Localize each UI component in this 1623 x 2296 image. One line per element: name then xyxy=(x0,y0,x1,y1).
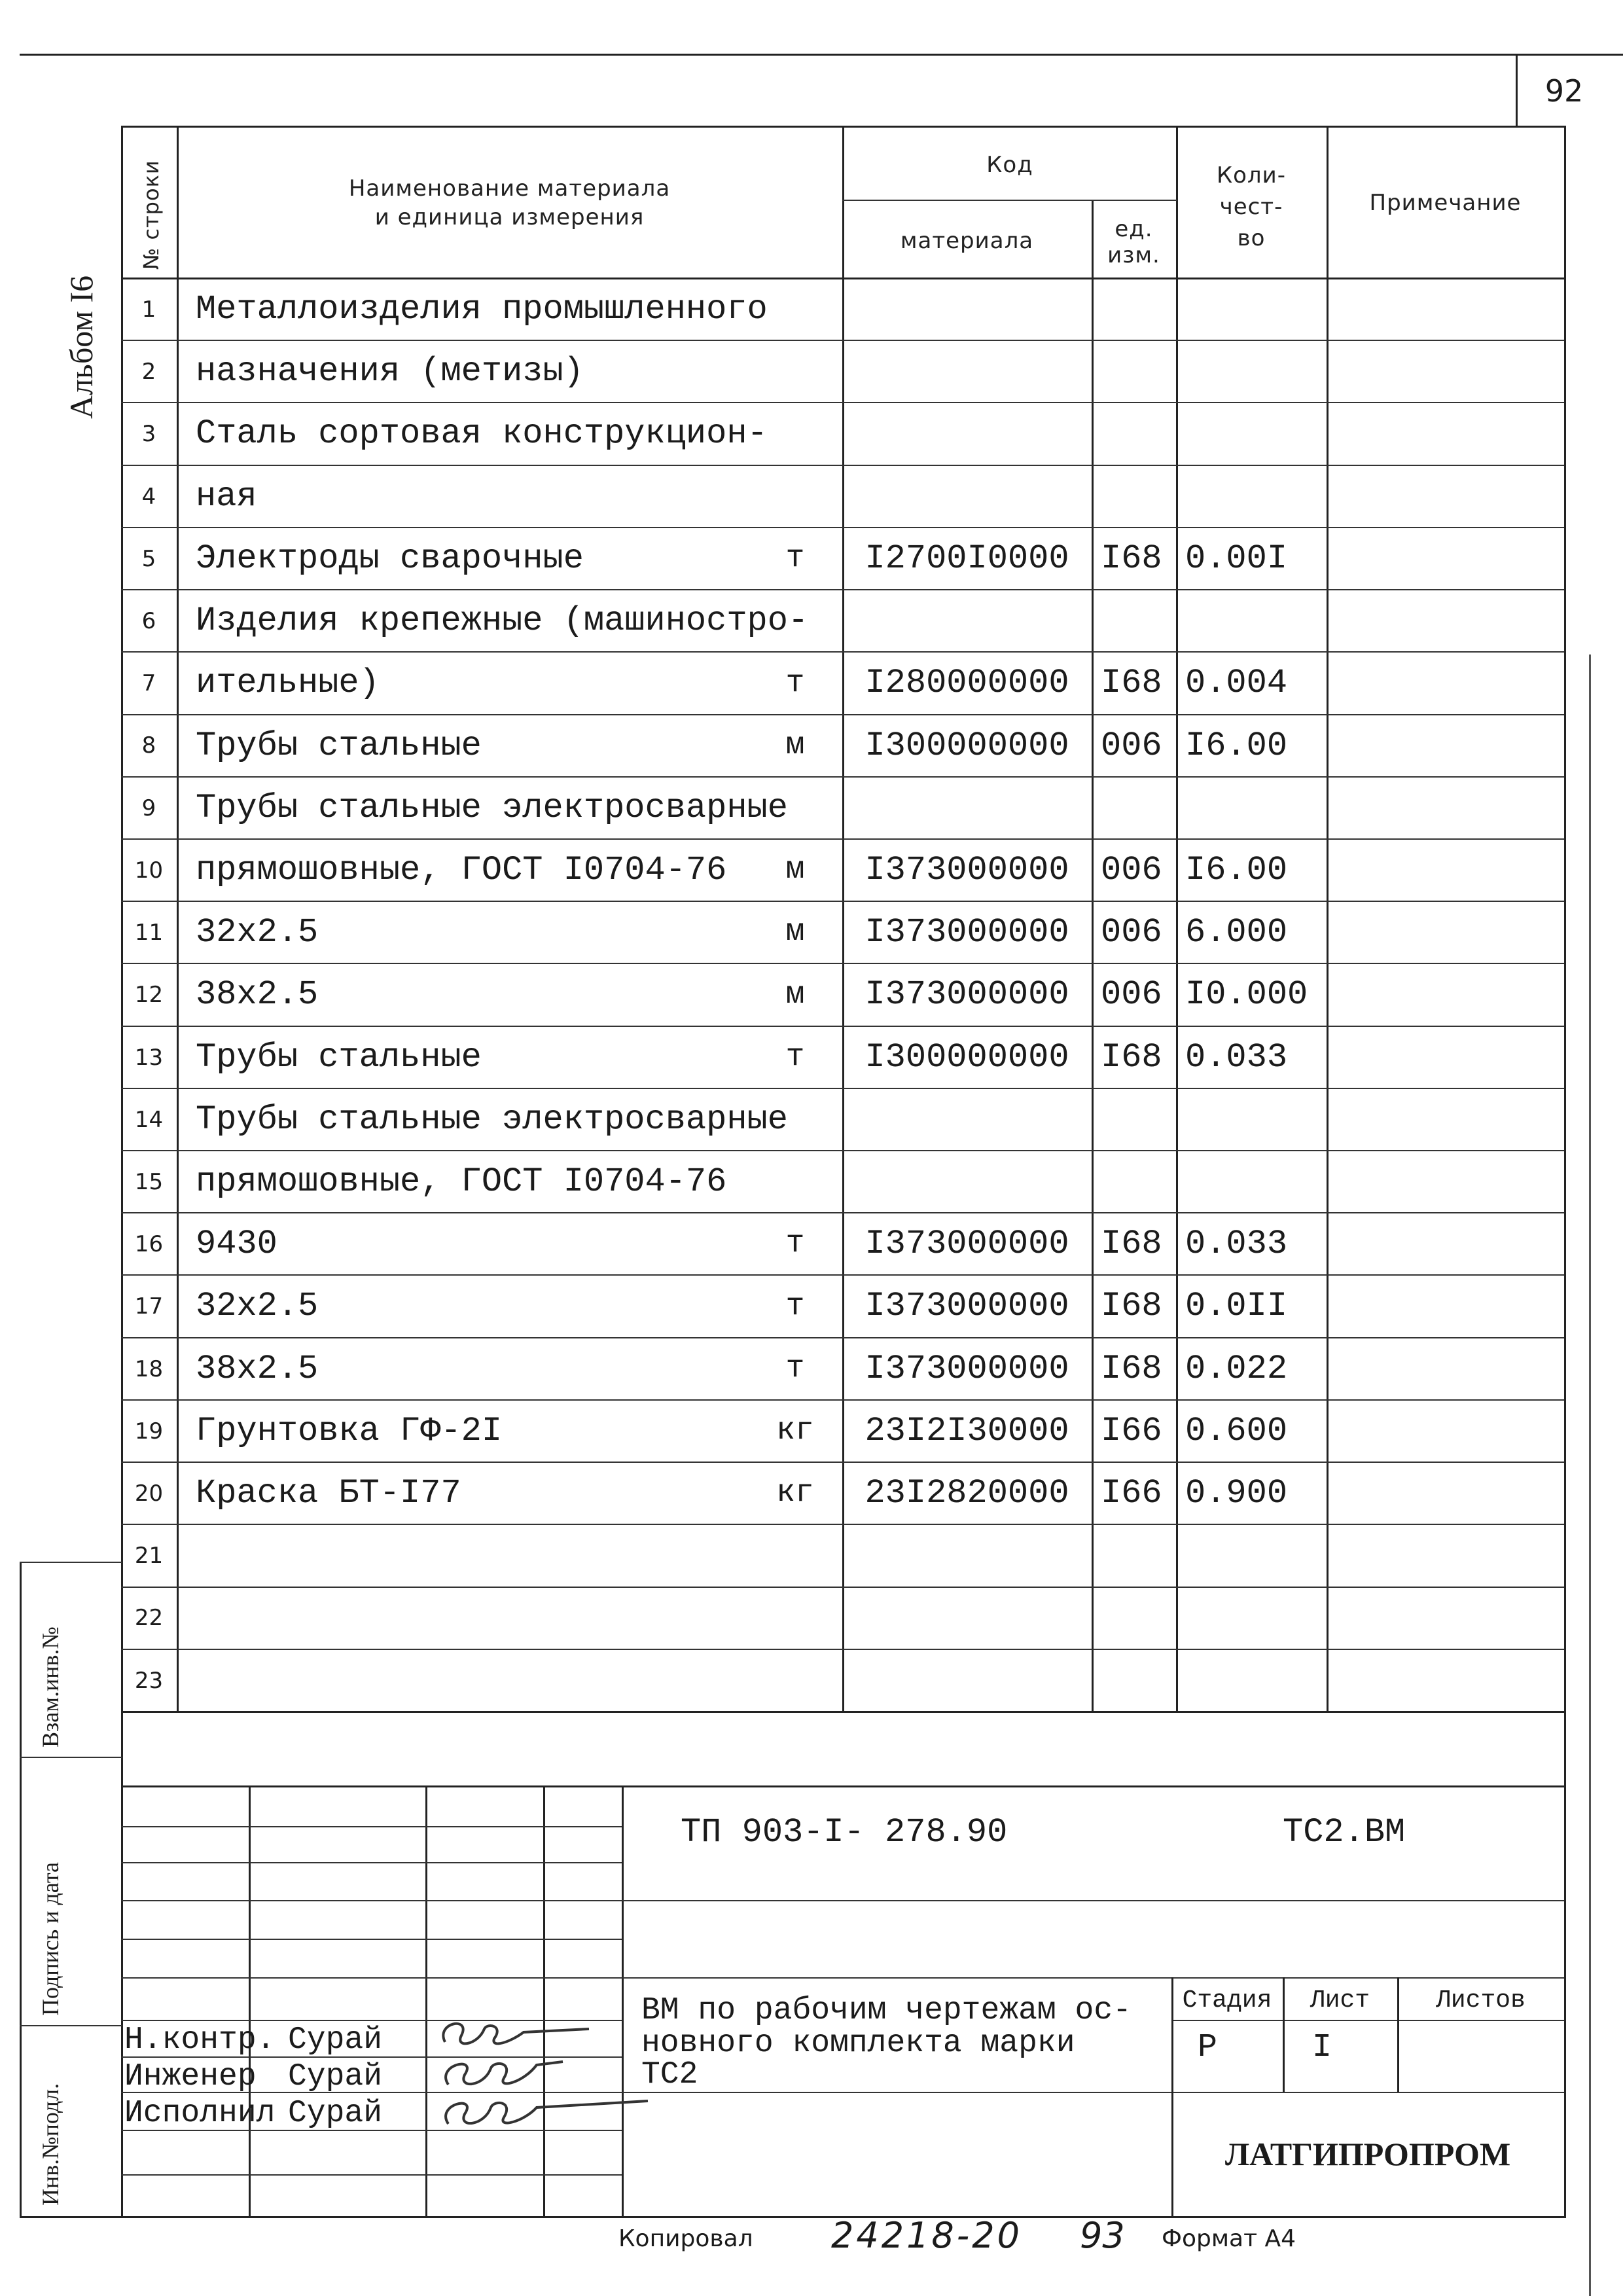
staff-row3 xyxy=(121,1900,622,1901)
table-row xyxy=(121,1524,1564,1586)
row-divider xyxy=(121,1649,1564,1650)
table-row xyxy=(121,1587,1564,1649)
quantity: I6.00 xyxy=(1185,850,1288,889)
album-label: Альбом I6 xyxy=(63,275,99,419)
title-div-4 xyxy=(622,2092,1564,2093)
material-code: I300000000 xyxy=(865,726,1069,765)
material-name: 9430 xyxy=(196,1225,277,1264)
material-name: 32x2.5 xyxy=(196,913,319,952)
quantity: 0.033 xyxy=(1185,1225,1288,1264)
row-number: 3 xyxy=(141,421,156,448)
table-row xyxy=(121,1462,1564,1524)
page-number: 92 xyxy=(1544,73,1584,109)
staff-col2 xyxy=(425,1785,427,2216)
code-material-header: материала xyxy=(900,228,1034,254)
staff-col1 xyxy=(249,1785,251,2216)
row-number: 6 xyxy=(141,607,156,634)
material-name: Сталь сортовая конструкцион- xyxy=(196,414,768,454)
row-divider xyxy=(121,465,1564,466)
material-name: прямошовные, ГОСТ I0704-76 xyxy=(196,850,727,889)
material-name: Изделия крепежные (машиностро- xyxy=(196,601,809,641)
row-divider xyxy=(121,1274,1564,1276)
material-code: I373000000 xyxy=(865,975,1069,1014)
organization: ЛАТГИПРОПРОМ xyxy=(1224,2136,1511,2172)
unit-of-measure: т xyxy=(785,541,805,577)
footer-page: 93 xyxy=(1080,2215,1125,2256)
row-divider xyxy=(121,1587,1564,1588)
material-name: Трубы стальные электросварные xyxy=(196,788,788,827)
row-divider xyxy=(121,402,1564,403)
table-row xyxy=(121,589,1564,651)
row-number: 15 xyxy=(134,1168,164,1195)
row-number: 9 xyxy=(141,795,156,821)
signature-3 xyxy=(432,2088,654,2147)
quantity: 0.022 xyxy=(1185,1349,1288,1388)
row-number: 10 xyxy=(134,857,164,884)
document-mark: ТС2.ВМ xyxy=(1283,1813,1406,1852)
doc-title-line2: новного комплекта марки xyxy=(641,2026,1075,2061)
table-row xyxy=(121,1274,1564,1336)
unit-of-measure: т xyxy=(785,665,805,701)
row-divider xyxy=(121,714,1564,715)
side-strip-div2 xyxy=(20,2025,122,2026)
side-label-inv: Инв.№подл. xyxy=(37,2083,63,2206)
side-strip-top xyxy=(20,1562,122,1563)
right-edge-line xyxy=(1589,655,1591,2296)
material-name: Грунтовка ГФ-2I xyxy=(196,1411,503,1450)
table-row xyxy=(121,651,1564,713)
staff-role: Инженер xyxy=(124,2059,257,2094)
sheets-label: Листов xyxy=(1436,1986,1525,2015)
table-bottom xyxy=(121,1711,1566,1713)
row-divider xyxy=(121,1150,1564,1151)
row-divider xyxy=(121,340,1564,341)
table-row xyxy=(121,963,1564,1025)
table-row xyxy=(121,776,1564,838)
row-number: 19 xyxy=(134,1418,164,1444)
code-unit-header-line2: изм. xyxy=(1107,242,1160,268)
staff-name: Сурай xyxy=(288,2022,383,2058)
footer-number: 24218-20 xyxy=(831,2215,1022,2256)
table-row xyxy=(121,1150,1564,1212)
row-divider xyxy=(121,589,1564,590)
table-row xyxy=(121,402,1564,464)
side-strip-div1 xyxy=(20,1757,122,1758)
title-block-top xyxy=(121,1785,1566,1787)
row-number: 7 xyxy=(141,670,156,697)
material-code: I373000000 xyxy=(865,913,1069,952)
quantity: 0.900 xyxy=(1185,1474,1288,1513)
unit-of-measure: т xyxy=(785,1226,805,1262)
side-strip-left xyxy=(20,1562,22,2217)
unit-of-measure: м xyxy=(785,852,805,888)
footer-format: Формат А4 xyxy=(1162,2225,1296,2252)
quantity: I0.000 xyxy=(1185,975,1308,1014)
row-divider xyxy=(121,1524,1564,1525)
material-name: прямошовные, ГОСТ I0704-76 xyxy=(196,1162,727,1202)
row-divider xyxy=(121,1399,1564,1401)
unit-of-measure: т xyxy=(785,1288,805,1324)
staff-col3 xyxy=(543,1785,545,2216)
material-name: ная xyxy=(196,476,257,516)
unit-of-measure: м xyxy=(785,914,805,950)
table-row xyxy=(121,278,1564,340)
unit-code: 006 xyxy=(1101,850,1162,889)
row-divider xyxy=(121,1337,1564,1338)
material-name: Трубы стальные электросварные xyxy=(196,1100,788,1139)
qty-header-line3: во xyxy=(1237,225,1266,251)
row-divider xyxy=(121,527,1564,528)
unit-of-measure: кг xyxy=(776,1413,814,1449)
row-divider xyxy=(121,838,1564,840)
designation: ТП 903-I- 278.90 xyxy=(681,1813,1008,1852)
code-unit-header-line1: ед. xyxy=(1115,216,1153,242)
row-number: 4 xyxy=(141,483,156,510)
side-label-vzam: Взам.инв.№ xyxy=(37,1626,63,1748)
row-number: 16 xyxy=(134,1231,164,1258)
staff-name: Сурай xyxy=(288,2059,383,2094)
row-divider xyxy=(121,1026,1564,1027)
material-code: 23I2I30000 xyxy=(865,1411,1069,1450)
unit-code: I68 xyxy=(1101,1287,1162,1326)
unit-code: I68 xyxy=(1101,1225,1162,1264)
table-row xyxy=(121,1088,1564,1150)
staff-col4 xyxy=(622,1785,624,2216)
row-number: 2 xyxy=(141,359,156,386)
sheet-label: Лист xyxy=(1310,1986,1370,2015)
row-divider xyxy=(121,901,1564,902)
row-number: 18 xyxy=(134,1355,164,1382)
material-name: Трубы стальные xyxy=(196,726,482,765)
staff-row5 xyxy=(121,1977,622,1979)
unit-code: I68 xyxy=(1101,664,1162,703)
material-code: I300000000 xyxy=(865,1037,1069,1077)
material-name: Трубы стальные xyxy=(196,1037,482,1077)
qty-header-line1: Коли- xyxy=(1216,162,1287,188)
row-number: 14 xyxy=(134,1106,164,1133)
row-divider xyxy=(121,1462,1564,1463)
material-name: ительные) xyxy=(196,664,380,703)
staff-role: Н.контр. xyxy=(124,2022,276,2058)
unit-of-measure: м xyxy=(785,977,805,1013)
material-code: I2700I0000 xyxy=(865,539,1069,578)
quantity: 0.600 xyxy=(1185,1411,1288,1450)
table-row xyxy=(121,340,1564,402)
quantity: 0.0II xyxy=(1185,1287,1288,1326)
unit-code: 006 xyxy=(1101,913,1162,952)
quantity: 0.004 xyxy=(1185,664,1288,703)
table-row xyxy=(121,1649,1564,1711)
material-code: I373000000 xyxy=(865,1225,1069,1264)
qty-header-line2: чест- xyxy=(1219,194,1283,220)
unit-code: I68 xyxy=(1101,539,1162,578)
table-row xyxy=(121,1337,1564,1399)
table-row xyxy=(121,714,1564,776)
top-border xyxy=(20,54,1623,56)
table-row xyxy=(121,527,1564,589)
footer-copied: Копировал xyxy=(618,2225,753,2252)
row-number: 12 xyxy=(134,982,164,1009)
row-number: 22 xyxy=(134,1605,164,1632)
unit-of-measure: т xyxy=(785,1039,805,1075)
material-code: I373000000 xyxy=(865,1349,1069,1388)
quantity: I6.00 xyxy=(1185,726,1288,765)
name-header-line1: Наименование материала xyxy=(348,175,671,202)
row-number: 21 xyxy=(134,1543,164,1570)
row-number: 1 xyxy=(141,296,156,323)
table-row xyxy=(121,1212,1564,1274)
unit-code: I66 xyxy=(1101,1474,1162,1513)
material-code: I373000000 xyxy=(865,1287,1069,1326)
name-header-line2: и единица измерения xyxy=(374,204,645,230)
unit-of-measure: т xyxy=(785,1350,805,1386)
material-code: I373000000 xyxy=(865,850,1069,889)
title-div-3 xyxy=(1171,2020,1564,2021)
material-name: 32x2.5 xyxy=(196,1287,319,1326)
staff-name: Сурай xyxy=(288,2096,383,2131)
row-divider xyxy=(121,776,1564,778)
table-row xyxy=(121,901,1564,963)
stage-label: Стадия xyxy=(1182,1986,1272,2015)
title-div-2 xyxy=(622,1977,1564,1979)
staff-row2 xyxy=(121,1862,622,1863)
row-number: 20 xyxy=(134,1480,164,1507)
code-header-divider xyxy=(842,200,1177,201)
material-code: 23I2820000 xyxy=(865,1474,1069,1513)
table-row xyxy=(121,465,1564,527)
unit-code: 006 xyxy=(1101,975,1162,1014)
material-code: I280000000 xyxy=(865,664,1069,703)
row-number: 17 xyxy=(134,1293,164,1320)
quantity: 0.00I xyxy=(1185,539,1288,578)
side-label-podpis: Подпись и дата xyxy=(37,1862,63,2016)
staff-role: Исполнил xyxy=(124,2096,276,2131)
doc-title-line3: ТС2 xyxy=(641,2057,698,2092)
unit-code: I66 xyxy=(1101,1411,1162,1450)
table-row xyxy=(121,838,1564,901)
row-divider xyxy=(121,1088,1564,1089)
unit-of-measure: кг xyxy=(776,1475,814,1511)
material-name: 38x2.5 xyxy=(196,1349,319,1388)
material-name: Электроды сварочные xyxy=(196,539,584,578)
staff-row10 xyxy=(121,2174,622,2176)
row-number: 8 xyxy=(141,732,156,759)
row-divider xyxy=(121,651,1564,653)
unit-code: I68 xyxy=(1101,1037,1162,1077)
row-number-header: № строки xyxy=(139,160,164,270)
row-number: 13 xyxy=(134,1044,164,1071)
unit-code: I68 xyxy=(1101,1349,1162,1388)
stage-value: Р xyxy=(1197,2029,1217,2066)
quantity: 0.033 xyxy=(1185,1037,1288,1077)
material-name: назначения (метизы) xyxy=(196,352,584,391)
doc-title-line1: ВМ по рабочим чертежам ос- xyxy=(641,1993,1132,2028)
sheet-value: I xyxy=(1311,2029,1332,2066)
unit-code: 006 xyxy=(1101,726,1162,765)
staff-row1 xyxy=(121,1826,622,1827)
table-row xyxy=(121,1026,1564,1088)
quantity: 6.000 xyxy=(1185,913,1288,952)
material-name: 38x2.5 xyxy=(196,975,319,1014)
table-row xyxy=(121,1399,1564,1462)
frame-right xyxy=(1564,126,1566,2217)
staff-row4 xyxy=(121,1939,622,1940)
page-number-box-divider xyxy=(1516,54,1518,126)
row-number: 23 xyxy=(134,1667,164,1694)
title-div-1 xyxy=(622,1900,1564,1901)
row-divider xyxy=(121,963,1564,964)
material-name: Краска БТ-I77 xyxy=(196,1474,461,1513)
row-divider xyxy=(121,1212,1564,1213)
material-name: Металлоизделия промышленного xyxy=(196,290,768,329)
frame-bottom xyxy=(20,2216,1566,2218)
row-number: 11 xyxy=(134,920,164,946)
code-header: Код xyxy=(986,152,1033,178)
note-header: Примечание xyxy=(1369,190,1522,216)
unit-of-measure: м xyxy=(785,727,805,763)
row-number: 5 xyxy=(141,545,156,572)
